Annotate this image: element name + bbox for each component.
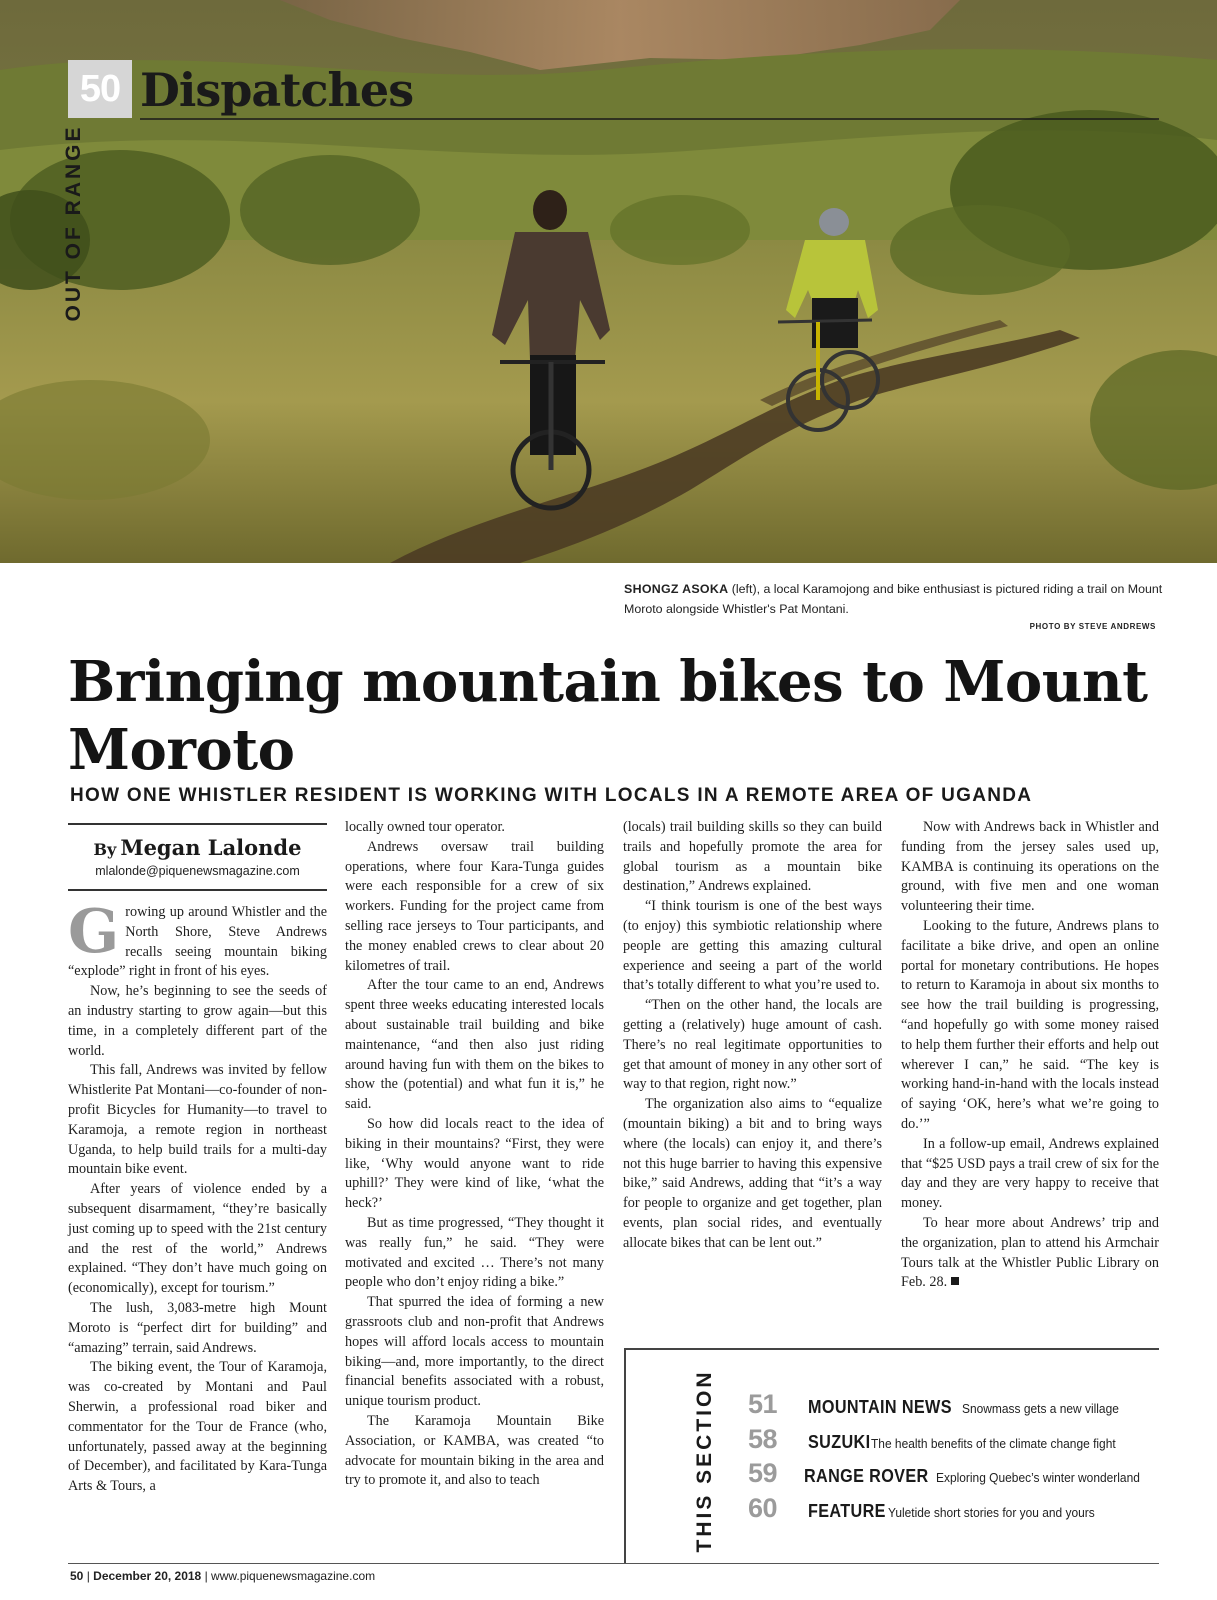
- paragraph: This fall, Andrews was invited by fellow Whistlerite Pat Montani—co-founder of non-profit Bicycles for Humanity—to travel to Karamoja, a remote region in northeast Uganda, to help build trails for a multi-day mountain bike event.: [68, 1062, 327, 1178]
- item-description: The health benefits of the climate change fight: [871, 1435, 1117, 1451]
- article-column-2: [345, 818, 604, 1491]
- paragraph-text: rowing up around Whistler and the North Shore, Steve Andrews recalls seeing mountain biking “explode” right in front of his eyes.: [68, 904, 327, 980]
- article-column-4: [901, 818, 1159, 1293]
- this-section-label-text: THIS SECTION: [693, 1369, 716, 1553]
- paragraph: In a follow-up email, Andrews explained that “$25 USD pays a trail crew of six for the day and they are very happy to receive that money.: [901, 1135, 1159, 1212]
- paragraph: Andrews oversaw trail building operations, where four Kara-Tunga guides were each responsible for a crew of six workers. Funding for the project came from selling race jerseys to Tour participants, and the money enabled crews to clear about 20 kilometres of trail.: [345, 838, 604, 974]
- paragraph: Now with Andrews back in Whistler and funding from the jersey sales used up, KAMBA is continuing its operations on the ground, with five men and one woman volunteering their time.: [901, 819, 1159, 915]
- footer-date: December 20, 2018: [93, 1569, 202, 1583]
- byline: [68, 835, 327, 878]
- paragraph: So how did locals react to the idea of biking in their mountains? “First, they were like, ‘Why would anyone want to ride uphill?’ They were kind of like, ‘what the heck?’: [345, 1115, 604, 1212]
- item-page-number: 51: [748, 1389, 778, 1419]
- header-rule: [140, 118, 1159, 120]
- item-title: SUZUKI: [808, 1431, 871, 1452]
- deck: HOW ONE WHISTLER RESIDENT IS WORKING WITH LOCALS IN A REMOTE AREA OF UGANDA: [70, 785, 1033, 806]
- item-page-number: 60: [748, 1492, 778, 1523]
- caption-name: SHONGZ ASOKA: [624, 582, 729, 596]
- byline-rule-top: [68, 823, 327, 825]
- section-title: Dispatches: [140, 63, 414, 117]
- paragraph: The organization also aims to “equalize (mountain biking) a bit and to bring ways where (the locals) can enjoy it, and there’s not this huge barrier to having this expensive bike,” said Andrews, adding that “it’s a way for people to organize and get together, plan events, plan social rides, and eventually allocate bikes that can be lent out.”: [623, 1096, 882, 1251]
- item-title: FEATURE: [808, 1500, 886, 1521]
- article-column-3: [623, 818, 882, 1254]
- article-column-1: [68, 897, 327, 1497]
- hero-photo: [0, 0, 1217, 563]
- item-page-number: 58: [748, 1423, 778, 1454]
- paragraph: After the tour came to an end, Andrews spent three weeks educating interested locals about sustainable trail building and bike maintenance, “and then also just riding around having fun with them on the bikes to show the (potential) and what fun it is,” he said.: [345, 977, 604, 1113]
- footer-separator: |: [204, 1569, 212, 1583]
- item-description: Exploring Quebec’s winter wonderland: [936, 1470, 1141, 1485]
- paragraph-final: [901, 1214, 1159, 1293]
- paragraph: Now, he’s beginning to see the seeds of an industry starting to grow again—but this time, in a completely different part of the world.: [68, 983, 327, 1059]
- this-section-item[interactable]: [748, 1424, 1158, 1459]
- paragraph: The lush, 3,083-metre high Mount Moroto is “perfect dirt for building” and “amazing” terrain, said Andrews.: [68, 1299, 327, 1356]
- item-page-number: 59: [748, 1458, 778, 1488]
- page-footer: [70, 1569, 375, 1583]
- paragraph: Looking to the future, Andrews plans to facilitate a bike drive, and open an online portal for monetary contributions. He hopes to return to Karamoja in about six months to see how the trail building is progressing, “and hopefully go with some money raised to help them further their efforts and help out wherever I can,” he said. “The key is working hand-in-hand with the locals instead of saying ‘OK, here’s what we’re going to do.’”: [901, 917, 1159, 1132]
- paragraph: After years of violence ended by a subsequent disarmament, “they’re basically just coming up to speed with the 21st century and the rest of the world,” Andrews explained. “They don’t have much going on (economically), except for tourism.”: [68, 1181, 327, 1297]
- end-mark-icon: [951, 1277, 959, 1285]
- paragraph: “Then on the other hand, the locals are getting a (relatively) huge amount of cash. There’s no real legitimate opportunities to get that amount of money in any other sort of way to that region, right now.”: [623, 997, 882, 1093]
- column-tag-label: OUT OF RANGE: [62, 124, 85, 322]
- item-description: Yuletide short stories for you and yours: [888, 1504, 1096, 1520]
- page-number-badge: 50: [68, 60, 132, 118]
- paragraph: That spurred the idea of forming a new grassroots club and non-profit that Andrews hopes will afford locals access to mountain biking—and, more importantly, to the direct financial benefits associated with a robust, unique tourism product.: [345, 1294, 604, 1410]
- author-name: Megan Lalonde: [120, 835, 302, 860]
- photo-caption: [624, 579, 1164, 619]
- paragraph: The Karamoja Mountain Bike Association, or KAMBA, was created “to advocate for mountain biking in the area and try to promote it, and also to teach: [345, 1412, 604, 1489]
- drop-cap: G: [68, 897, 120, 967]
- caption-text: (left), a local Karamojong and bike enthusiast is pictured riding a trail on Mount Moroto alongside Whistler's Pat Montani.: [624, 582, 1163, 616]
- this-section-item[interactable]: [748, 1458, 1158, 1493]
- paragraph-continued: (locals) trail building skills so they can build trails and hopefully promote the area for global tourism as a mountain bike destination,” Andrews explained.: [623, 819, 882, 895]
- paragraph-text: To hear more about Andrews’ trip and the organization, plan to attend his Armchair Tours talk at the Whistler Public Library on Feb. 28.: [901, 1214, 1159, 1291]
- this-section-item[interactable]: [748, 1493, 1158, 1528]
- this-section-label: [683, 1369, 727, 1553]
- paragraph: But as time progressed, “They thought it was really fun,” he said. “They were motivated and excited … There’s not many people who don’t enjoy riding a bike.”: [345, 1214, 604, 1291]
- byline-rule-bottom: [68, 889, 327, 891]
- footer-website-link[interactable]: www.piquenewsmagazine.com: [211, 1569, 376, 1583]
- footer-separator: |: [86, 1569, 94, 1583]
- this-section-list: [748, 1389, 1158, 1527]
- paragraph-continued: locally owned tour operator.: [345, 819, 505, 835]
- item-title: RANGE ROVER: [803, 1466, 929, 1486]
- byline-prefix: By: [93, 840, 117, 859]
- paragraph: “I think tourism is one of the best ways (to enjoy) this symbiotic relationship where people are getting this amazing cultural experience and seeing a part of the world that’s totally different to what you’re used to.: [623, 898, 882, 994]
- column-tag: [54, 124, 94, 322]
- photo-credit: PHOTO BY STEVE ANDREWS: [1029, 622, 1156, 631]
- footer-page-number: 50: [70, 1569, 84, 1583]
- author-email[interactable]: mlalonde@piquenewsmagazine.com: [95, 864, 300, 878]
- headline: Bringing mountain bikes to Mount Moroto: [68, 649, 1148, 783]
- paragraph: The biking event, the Tour of Karamoja, was co-created by Montani and Paul Sherwin, a professional road biker and commentator for the Tour de France (who, unfortunately, passed away at the beginning of December), and facilitated by Kara-Tunga Arts & Tours, a: [68, 1359, 327, 1495]
- this-section-item[interactable]: [748, 1389, 1158, 1424]
- item-description: Snowmass gets a new village: [961, 1401, 1119, 1416]
- paragraph: [68, 897, 327, 982]
- footer-rule: [68, 1563, 1159, 1564]
- item-title: MOUNTAIN NEWS: [808, 1397, 952, 1417]
